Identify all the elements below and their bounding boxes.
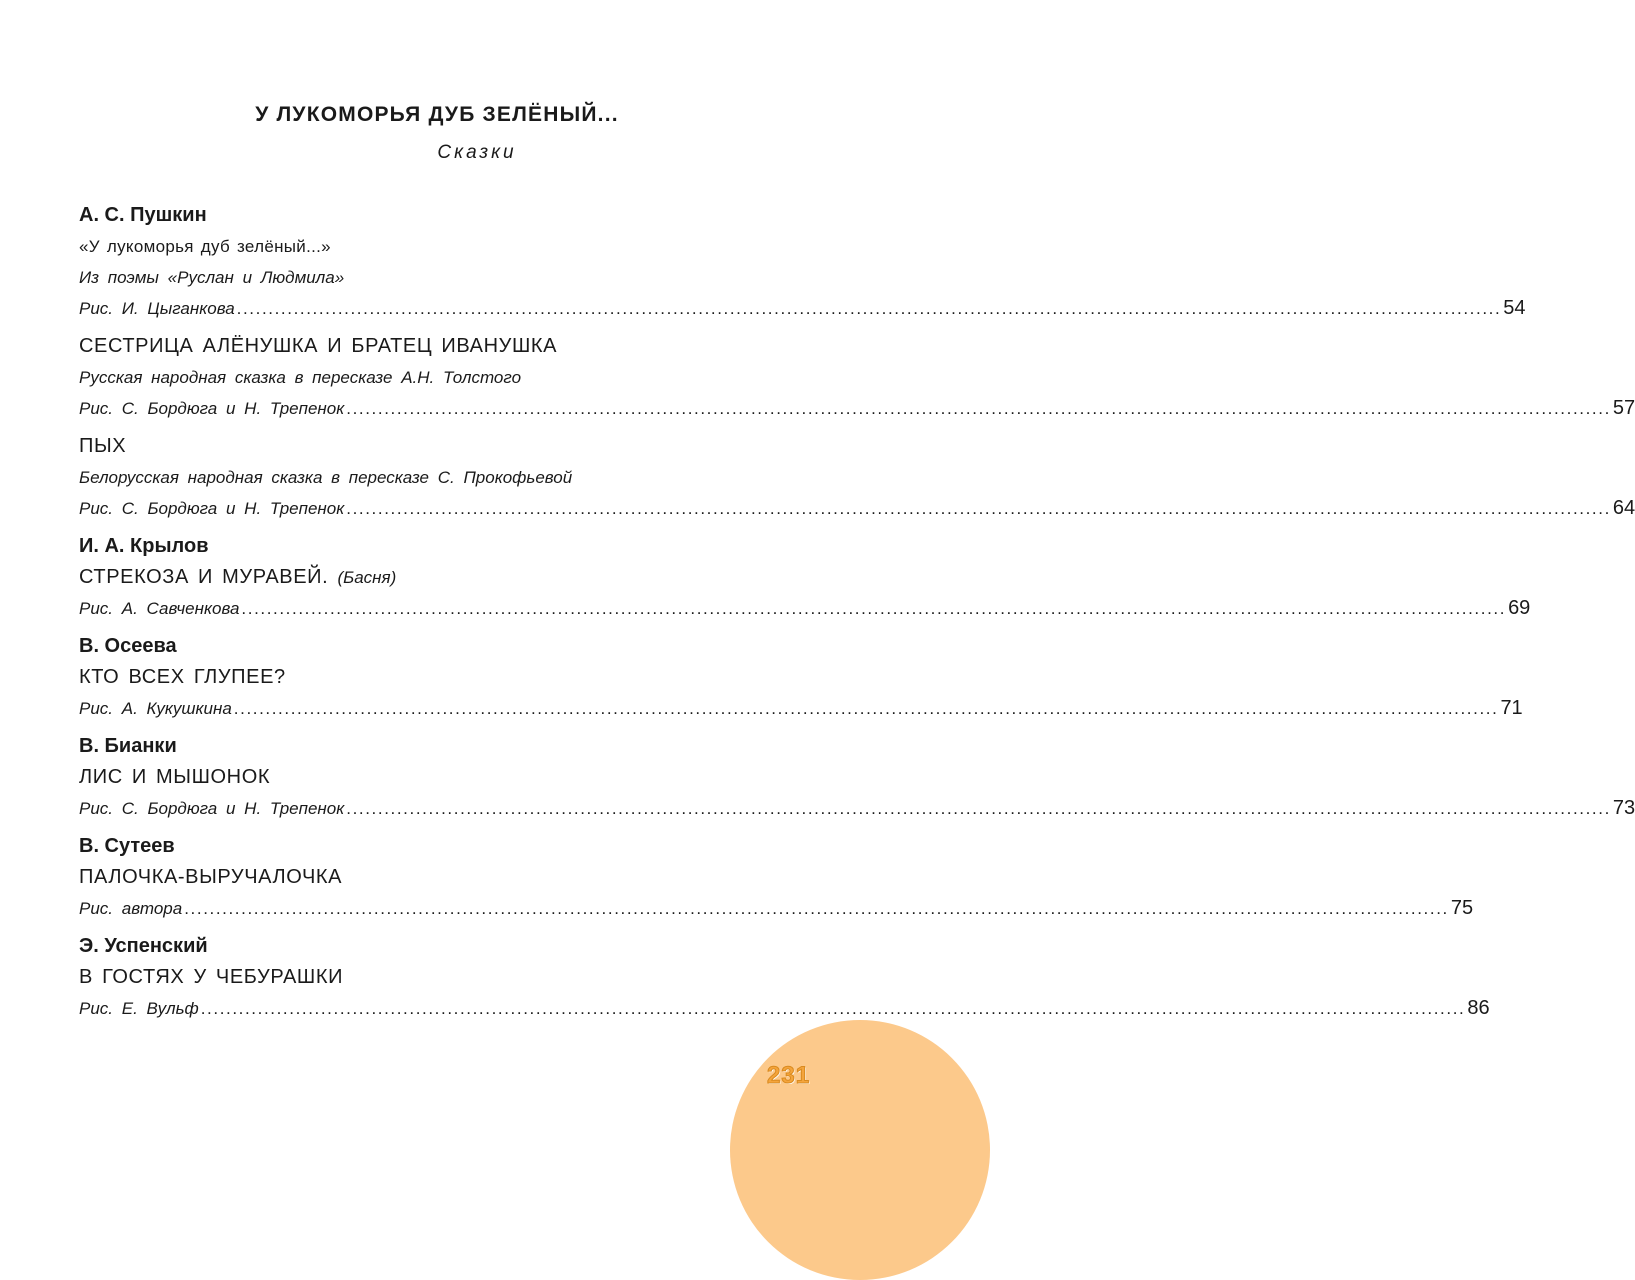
dot-leader: ........................................................................................................................................................................................................ [241, 599, 1507, 618]
entry-author: В. Сутеев [79, 835, 175, 857]
entry-illustrator-line [79, 593, 1531, 624]
entry-illustrator: Рис. автора [79, 899, 183, 918]
section-subtitle: Сказки [437, 142, 517, 163]
entry-page-number: 54 [1503, 297, 1526, 319]
entry-genre-note: (Басня) [337, 568, 397, 587]
entry-illustrator-line [79, 393, 1635, 424]
entry-page-number: 73 [1612, 797, 1635, 819]
entry-title: ЛИС И МЫШОНОК [79, 766, 271, 788]
toc-entry [79, 431, 1635, 524]
toc-entry [79, 631, 1523, 724]
dot-leader: ........................................................................................................................................................................................................ [184, 899, 1449, 918]
entry-page-number: 75 [1450, 897, 1474, 919]
entry-page-number: 64 [1612, 497, 1635, 519]
entry-page-number: 86 [1467, 997, 1490, 1019]
section-title: У ЛУКОМОРЬЯ ДУБ ЗЕЛЁНЫЙ... [255, 103, 619, 126]
entry-title: СТРЕКОЗА И МУРАВЕЙ. [79, 566, 329, 588]
toc-entry [79, 531, 1531, 624]
dot-leader: ........................................................................................................................................................................................................ [200, 999, 1466, 1018]
entry-illustrator-line [79, 893, 1474, 924]
entry-page-number: 71 [1500, 697, 1523, 719]
entry-title-line [79, 562, 759, 593]
entry-illustrator: Рис. С. Бордюга и Н. Трепенок [79, 799, 345, 818]
entry-description: Русская народная сказка в пересказе А.Н. Толстого [79, 368, 522, 387]
entry-title: ПАЛОЧКА-ВЫРУЧАЛОЧКА [79, 866, 343, 888]
entry-title: СЕСТРИЦА АЛЁНУШКА И БРАТЕЦ ИВАНУШКА [79, 335, 558, 357]
toc-entry [79, 831, 1474, 924]
entry-author: В. Осеева [79, 635, 177, 657]
toc-entry [79, 200, 1526, 324]
dot-leader: ........................................................................................................................................................................................................ [233, 699, 1499, 718]
dot-leader: ........................................................................................................................................................................................................ [346, 799, 1611, 818]
entry-illustrator: Рис. С. Бордюга и Н. Трепенок [79, 499, 345, 518]
entry-description: Из поэмы «Руслан и Людмила» [79, 268, 345, 287]
entry-illustrator-line [79, 693, 1523, 724]
page-number-badge [730, 1020, 990, 1280]
entry-illustrator: Рис. А. Савченкова [79, 599, 240, 618]
dot-leader: ........................................................................................................................................................................................................ [236, 299, 1502, 318]
entry-description: Белорусская народная сказка в пересказе С. Прокофьевой [79, 468, 573, 487]
entry-title: В ГОСТЯХ У ЧЕБУРАШКИ [79, 966, 344, 988]
entry-title: КТО ВСЕХ ГЛУПЕЕ? [79, 666, 286, 688]
entry-illustrator-line [79, 293, 1526, 324]
dot-leader: ........................................................................................................................................................................................................ [346, 499, 1611, 518]
toc-entry [79, 731, 1635, 824]
entry-author: А. С. Пушкин [79, 204, 207, 226]
entry-illustrator-line [79, 793, 1635, 824]
dot-leader: ........................................................................................................................................................................................................ [346, 399, 1611, 418]
entry-illustrator: Рис. И. Цыганкова [79, 299, 235, 318]
entry-illustrator-line [79, 993, 1490, 1024]
entry-page-number: 69 [1508, 597, 1531, 619]
table-of-contents [79, 200, 1635, 1031]
entry-title: ПЫХ [79, 435, 127, 457]
toc-entry [79, 931, 1490, 1024]
entry-illustrator: Рис. Е. Вульф [79, 999, 199, 1018]
entry-author: Э. Успенский [79, 935, 208, 957]
entry-author: В. Бианки [79, 735, 177, 757]
entry-title: «У лукоморья дуб зелёный...» [79, 237, 331, 256]
entry-illustrator: Рис. А. Кукушкина [79, 699, 232, 718]
entry-illustrator: Рис. С. Бордюга и Н. Трепенок [79, 399, 345, 418]
entry-page-number: 57 [1612, 397, 1635, 419]
toc-entry [79, 331, 1635, 424]
page-number: 231 [767, 1062, 811, 1089]
entry-author: И. А. Крылов [79, 535, 209, 557]
entry-illustrator-line [79, 493, 1635, 524]
